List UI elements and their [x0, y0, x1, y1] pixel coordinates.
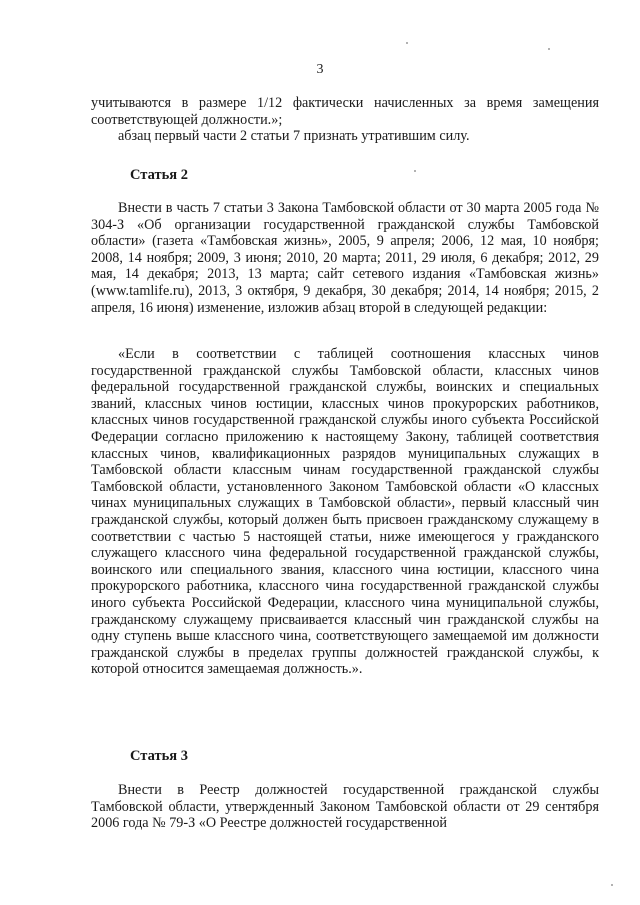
scan-speck: [611, 884, 613, 886]
article-2-heading: Статья 2: [130, 167, 188, 183]
paragraph-abzac: абзац первый части 2 статьи 7 признать утратившим силу.: [118, 128, 470, 144]
scan-speck: [548, 48, 550, 50]
scan-speck: [414, 170, 416, 172]
article-3-body: Внести в Реестр должностей государственной гражданской службы Тамбовской области, утвержденный Законом Тамбовской области от 29 сентября 2006 года № 79-З «О Реестре должностей государственной: [91, 782, 599, 832]
article-2-body: Внести в часть 7 статьи 3 Закона Тамбовской области от 30 марта 2005 года № 304-З «Об организации государственной гражданской службы Тамбовской области» (газета «Тамбовская жизнь», 2005, 9 апреля; 2006, 12 мая, 10 ноября; 2008, 14 ноября; 2009, 3 июня; 2010, 20 марта; 2011, 29 июля, 6 декабря; 2012, 29 мая, 14 декабря; 2013, 13 марта; сайт сетевого издания «Тамбовская жизнь» (www.tamlife.ru), 2013, 3 октября, 9 декабря, 30 декабря; 2014, 14 ноября; 2015, 2 апреля, 16 июня) изменение, изложив абзац второй в следующей редакции:: [91, 200, 599, 316]
scan-speck: [406, 42, 408, 44]
paragraph-continuation: учитываются в размере 1/12 фактически начисленных за время замещения соответствующей должности.»;: [91, 95, 599, 128]
article-2-quote: «Если в соответствии с таблицей соотношения классных чинов государственной гражданской службы Тамбовской области, классных чинов федеральной государственной гражданской службы, воинских и специальных званий, классных чинов юстиции, классных чинов прокурорских работников, классных чинов государственной гражданской службы иного субъекта Российской Федерации согласно приложению к настоящему Закону, таблицей соответствия классных чинов, квалификационных разрядов муниципальных служащих в Тамбовской области классным чинам государственной гражданской службы Тамбовской области, установленного Законом Тамбовской области «О классных чинах муниципальных служащих в Тамбовской области», первый классный чин гражданской службы, который должен быть присвоен гражданскому служащему в соответствии с частью 5 настоящей статьи, ниже имеющегося у гражданского служащего классного чина федеральной государственной гражданской службы, воинского или специального звания, классного чина юстиции, классного чина прокурорского работника, классного чина государственной гражданской службы иного субъекта Российской Федерации, классного чина муниципальной службы, гражданскому служащему присваивается классный чин гражданской службы на одну ступень выше классного чина, соответствующего замещаемой им должности гражданской службы в пределах группы должностей гражданской службы, к которой относится замещаемая должность.».: [91, 346, 599, 678]
page-number: 3: [316, 62, 324, 77]
article-3-heading: Статья 3: [130, 748, 188, 764]
